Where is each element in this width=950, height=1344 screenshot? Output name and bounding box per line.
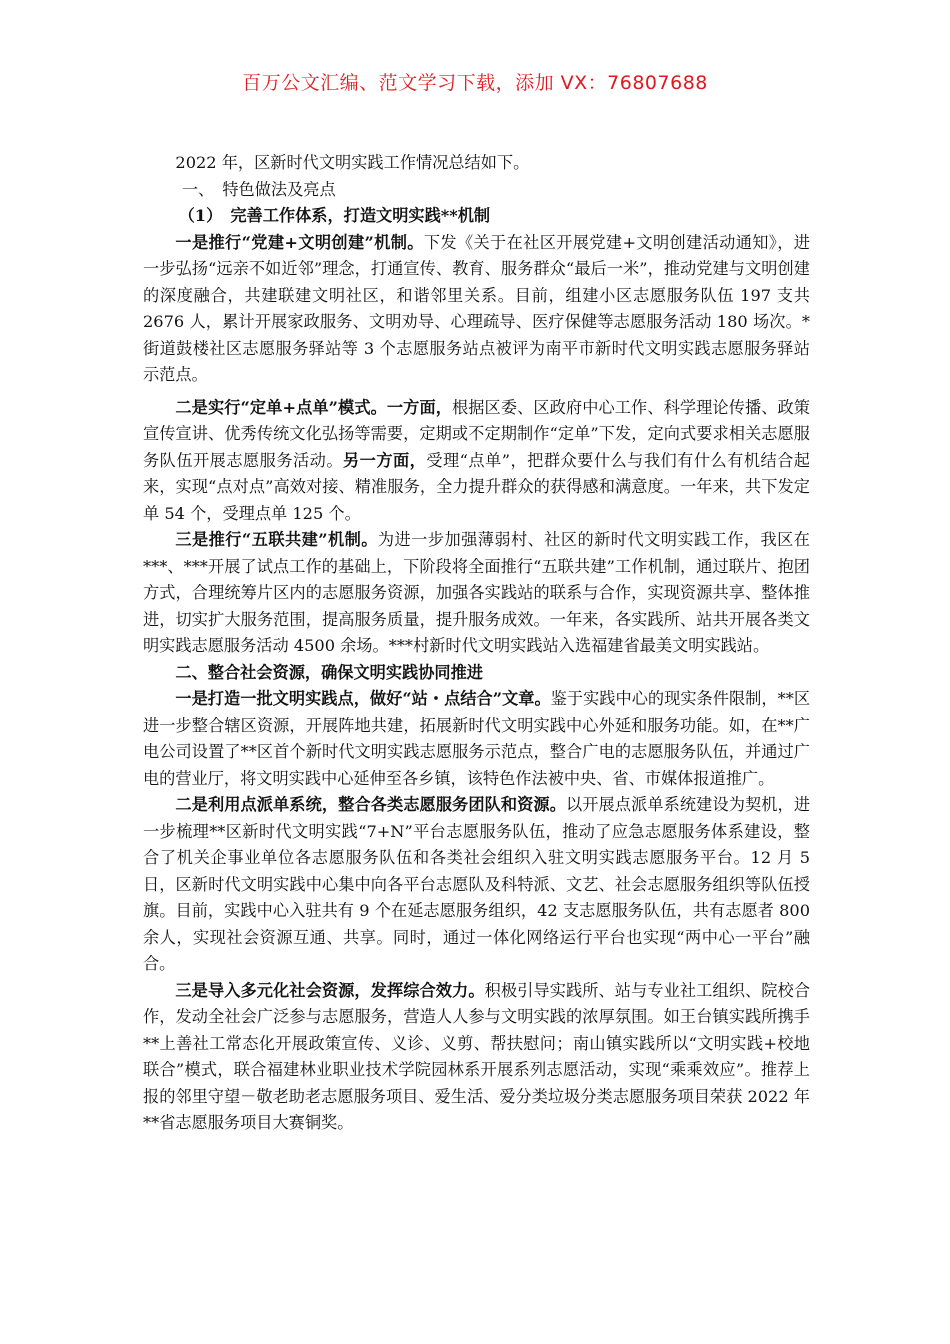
paragraph-6	[143, 978, 810, 1137]
paragraph-2-text2: 受理“点单”，把群众要什么与我们有什么有机结合起来，实现“点对点”高效对接、精准服务，全力提升群众的获得感和满意度。一年来，共下发定单 54 个，受理点单 125 个。	[143, 450, 810, 523]
intro-paragraph: 2022 年，区新时代文明实践工作情况总结如下。	[175, 153, 530, 172]
promo-banner: 百万公文汇编、范文学习下载，添加 VX：76807688	[242, 72, 708, 94]
paragraph-5	[143, 792, 810, 978]
paragraph-2-lead2: 一方面，	[386, 397, 452, 417]
paragraph-4	[143, 686, 810, 792]
paragraph-1-lead: 一是推行“党建+文明创建”机制。	[175, 232, 424, 252]
subsection-heading-1: （1） 完善工作体系，打造文明实践**机制	[178, 206, 491, 225]
document-body	[143, 150, 810, 1137]
paragraph-1	[143, 230, 810, 389]
paragraph-1-text: 下发《关于在社区开展党建+文明创建活动通知》，进一步弘扬“远亲不如近邻”理念，打通宣传、教育、服务群众“最后一米”，推动党建与文明创建的深度融合，共建联建文明社区，和谐邻里关系。目前，组建小区志愿服务队伍 197 支共 2676 人，累计开展家政服务、文明劝导、心理疏导、医疗保健等志愿服务活动 180 场次。*街道鼓楼社区志愿服务驿站等 3 个志愿服务站点被评为南平市新时代文明实践志愿服务驿站示范点。	[143, 232, 810, 384]
section-heading-1: 一、 特色做法及亮点	[181, 179, 336, 199]
paragraph-6-text: 积极引导实践所、站与专业社工组织、院校合作，发动全社会广泛参与志愿服务，营造人人参与文明实践的浓厚氛围。如王台镇实践所携手**上善社工常态化开展政策宣传、义诊、义剪、帮扶慰问；南山镇实践所以“文明实践+校地联合”模式，联合福建林业职业技术学院园林系开展系列志愿活动，实现“乘乘效应”。推荐上报的邻里守望－敬老助老志愿服务项目、爱生活、爱分类垃圾分类志愿服务项目荣获 2022 年**省志愿服务项目大赛铜奖。	[143, 980, 811, 1132]
paragraph-3-text: 为进一步加强薄弱村、社区的新时代文明实践工作，我区在***、***开展了试点工作的基础上，下阶段将全面推行“五联共建”工作机制，通过联片、抱团方式，合理统筹片区内的志愿服务资源，加强各实践站的联系与合作，实现资源共享、整体推进，切实扩大服务范围，提高服务质量，提升服务成效。一年来，各实践所、站共开展各类文明实践志愿服务活动 4500 余场。***村新时代文明实践站入选福建省最美文明实践站。	[143, 530, 810, 655]
paragraph-3	[143, 527, 810, 660]
paragraph-4-lead: 一是打造一批文明实践点，做好“站・点结合”文章。	[175, 689, 551, 708]
paragraph-5-lead: 二是利用点派单系统，整合各类志愿服务团队和资源。	[175, 795, 566, 814]
paragraph-2-lead: 二是实行“定单+点单”模式。	[175, 397, 387, 417]
paragraph-2	[143, 395, 810, 528]
paragraph-2-text: 根据区委、区政府中心工作、科学理论传播、政策宣传宣讲、优秀传统文化弘扬等需要，定期或不定期制作“定单”下发，定向式要求相关志愿服务队伍开展志愿服务活动。	[143, 397, 810, 470]
paragraph-2-lead3: 另一方面，	[343, 450, 427, 470]
paragraph-3-lead: 三是推行“五联共建”机制。	[175, 530, 378, 549]
paragraph-6-lead: 三是导入多元化社会资源，发挥综合效力。	[175, 980, 485, 1000]
paragraph-4-text: 鉴于实践中心的现实条件限制，**区进一步整合辖区资源，开展阵地共建，拓展新时代文明实践中心外延和服务功能。如，在**广电公司设置了**区首个新时代文明实践志愿服务示范点，整合广电的志愿服务队伍，并通过广电的营业厅，将文明实践中心延伸至各乡镇，该特色作法被中央、省、市媒体报道推广。	[143, 689, 811, 788]
paragraph-5-text: 以开展点派单系统建设为契机，进一步梳理**区新时代文明实践“7+N”平台志愿服务队伍，推动了应急志愿服务体系建设，整合了机关企事业单位各志愿服务队伍和各类社会组织入驻文明实践志愿服务平台。12 月 5 日，区新时代文明实践中心集中向各平台志愿队及科特派、文艺、社会志愿服务组织等队伍授旗。目前，实践中心入驻共有 9 个在延志愿服务组织，42 支志愿服务队伍，共有志愿者 800 余人，实现社会资源互通、共享。同时，通过一体化网络运行平台也实现“两中心一平台”融合。	[143, 795, 811, 973]
section-heading-2: 二、整合社会资源，确保文明实践协同推进	[175, 662, 483, 682]
